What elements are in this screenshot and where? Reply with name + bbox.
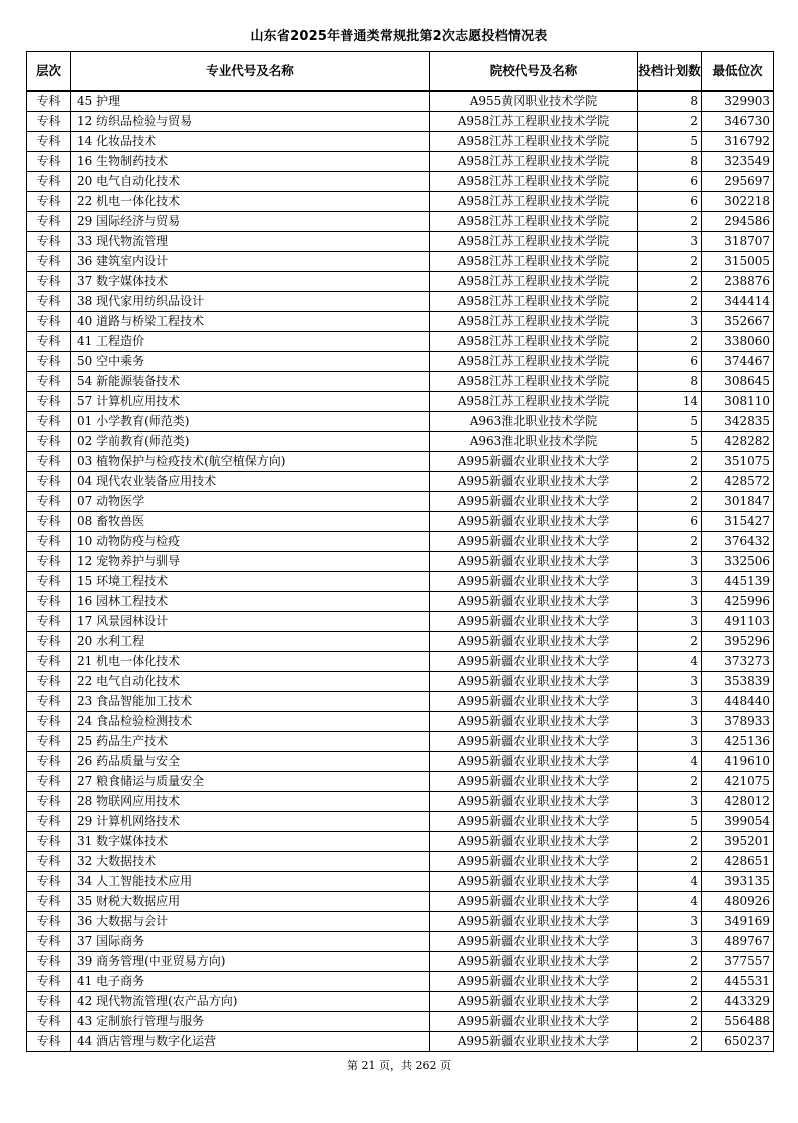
major-cell: 36 大数据与会计: [71, 912, 430, 932]
min-rank-cell: 419610: [702, 752, 774, 772]
plan-count-cell: 4: [638, 872, 702, 892]
level-cell: 专科: [27, 912, 71, 932]
plan-count-cell: 2: [638, 772, 702, 792]
major-cell: 32 大数据技术: [71, 852, 430, 872]
level-cell: 专科: [27, 772, 71, 792]
min-rank-cell: 308645: [702, 372, 774, 392]
plan-count-cell: 5: [638, 812, 702, 832]
major-cell: 03 植物保护与检疫技术(航空植保方向): [71, 452, 430, 472]
plan-count-cell: 3: [638, 592, 702, 612]
table-row: [27, 392, 774, 412]
level-cell: 专科: [27, 1012, 71, 1032]
table-row: [27, 252, 774, 272]
school-cell: A958江苏工程职业技术学院: [430, 112, 638, 132]
min-rank-cell: 428282: [702, 432, 774, 452]
level-cell: 专科: [27, 352, 71, 372]
major-cell: 41 工程造价: [71, 332, 430, 352]
table-row: [27, 232, 774, 252]
level-cell: 专科: [27, 572, 71, 592]
major-cell: 20 水利工程: [71, 632, 430, 652]
table-row: [27, 752, 774, 772]
school-cell: A995新疆农业职业技术大学: [430, 992, 638, 1012]
plan-count-cell: 2: [638, 472, 702, 492]
plan-count-cell: 2: [638, 212, 702, 232]
table-row: [27, 492, 774, 512]
major-cell: 40 道路与桥梁工程技术: [71, 312, 430, 332]
level-cell: 专科: [27, 952, 71, 972]
min-rank-cell: 329903: [702, 91, 774, 112]
min-rank-cell: 344414: [702, 292, 774, 312]
level-cell: 专科: [27, 312, 71, 332]
school-cell: A958江苏工程职业技术学院: [430, 192, 638, 212]
plan-count-cell: 2: [638, 272, 702, 292]
major-cell: 29 计算机网络技术: [71, 812, 430, 832]
level-cell: 专科: [27, 852, 71, 872]
major-cell: 12 宠物养护与驯导: [71, 552, 430, 572]
major-cell: 23 食品智能加工技术: [71, 692, 430, 712]
level-cell: 专科: [27, 292, 71, 312]
level-cell: 专科: [27, 132, 71, 152]
plan-count-cell: 2: [638, 112, 702, 132]
min-rank-cell: 332506: [702, 552, 774, 572]
level-cell: 专科: [27, 892, 71, 912]
plan-count-cell: 14: [638, 392, 702, 412]
min-rank-cell: 556488: [702, 1012, 774, 1032]
table-row: [27, 132, 774, 152]
school-cell: A995新疆农业职业技术大学: [430, 932, 638, 952]
level-cell: 专科: [27, 332, 71, 352]
school-cell: A995新疆农业职业技术大学: [430, 532, 638, 552]
school-cell: A995新疆农业职业技术大学: [430, 512, 638, 532]
major-cell: 37 国际商务: [71, 932, 430, 952]
min-rank-cell: 428012: [702, 792, 774, 812]
plan-count-cell: 2: [638, 452, 702, 472]
table-row: [27, 432, 774, 452]
level-cell: 专科: [27, 492, 71, 512]
table-row: [27, 612, 774, 632]
plan-count-cell: 6: [638, 512, 702, 532]
table-body: [27, 91, 774, 1052]
min-rank-cell: 302218: [702, 192, 774, 212]
min-rank-cell: 238876: [702, 272, 774, 292]
table-row: [27, 912, 774, 932]
school-cell: A995新疆农业职业技术大学: [430, 832, 638, 852]
table-row: [27, 1032, 774, 1052]
school-cell: A995新疆农业职业技术大学: [430, 452, 638, 472]
header-plan-count: 投档计划数: [638, 52, 702, 92]
table-row: [27, 852, 774, 872]
school-cell: A995新疆农业职业技术大学: [430, 752, 638, 772]
min-rank-cell: 315427: [702, 512, 774, 532]
level-cell: 专科: [27, 472, 71, 492]
major-cell: 39 商务管理(中亚贸易方向): [71, 952, 430, 972]
plan-count-cell: 3: [638, 732, 702, 752]
plan-count-cell: 2: [638, 1032, 702, 1052]
level-cell: 专科: [27, 272, 71, 292]
school-cell: A958江苏工程职业技术学院: [430, 332, 638, 352]
major-cell: 20 电气自动化技术: [71, 172, 430, 192]
table-row: [27, 952, 774, 972]
plan-count-cell: 2: [638, 332, 702, 352]
level-cell: 专科: [27, 212, 71, 232]
level-cell: 专科: [27, 91, 71, 112]
plan-count-cell: 4: [638, 652, 702, 672]
school-cell: A995新疆农业职业技术大学: [430, 652, 638, 672]
table-row: [27, 792, 774, 812]
major-cell: 45 护理: [71, 91, 430, 112]
table-row: [27, 992, 774, 1012]
plan-count-cell: 2: [638, 292, 702, 312]
min-rank-cell: 301847: [702, 492, 774, 512]
min-rank-cell: 425996: [702, 592, 774, 612]
table-row: [27, 352, 774, 372]
plan-count-cell: 5: [638, 132, 702, 152]
school-cell: A958江苏工程职业技术学院: [430, 132, 638, 152]
major-cell: 21 机电一体化技术: [71, 652, 430, 672]
school-cell: A995新疆农业职业技术大学: [430, 852, 638, 872]
plan-count-cell: 4: [638, 752, 702, 772]
plan-count-cell: 2: [638, 992, 702, 1012]
school-cell: A995新疆农业职业技术大学: [430, 492, 638, 512]
min-rank-cell: 489767: [702, 932, 774, 952]
min-rank-cell: 428572: [702, 472, 774, 492]
school-cell: A958江苏工程职业技术学院: [430, 272, 638, 292]
level-cell: 专科: [27, 592, 71, 612]
table-row: [27, 472, 774, 492]
level-cell: 专科: [27, 632, 71, 652]
major-cell: 34 人工智能技术应用: [71, 872, 430, 892]
min-rank-cell: 351075: [702, 452, 774, 472]
major-cell: 31 数字媒体技术: [71, 832, 430, 852]
level-cell: 专科: [27, 612, 71, 632]
school-cell: A958江苏工程职业技术学院: [430, 292, 638, 312]
header-school: 院校代号及名称: [430, 52, 638, 92]
major-cell: 24 食品检验检测技术: [71, 712, 430, 732]
plan-count-cell: 3: [638, 552, 702, 572]
school-cell: A995新疆农业职业技术大学: [430, 592, 638, 612]
major-cell: 26 药品质量与安全: [71, 752, 430, 772]
major-cell: 41 电子商务: [71, 972, 430, 992]
plan-count-cell: 3: [638, 932, 702, 952]
table-row: [27, 552, 774, 572]
table-row: [27, 292, 774, 312]
major-cell: 33 现代物流管理: [71, 232, 430, 252]
school-cell: A995新疆农业职业技术大学: [430, 692, 638, 712]
table-row: [27, 452, 774, 472]
plan-count-cell: 3: [638, 672, 702, 692]
major-cell: 07 动物医学: [71, 492, 430, 512]
plan-count-cell: 2: [638, 632, 702, 652]
min-rank-cell: 445531: [702, 972, 774, 992]
min-rank-cell: 491103: [702, 612, 774, 632]
plan-count-cell: 2: [638, 952, 702, 972]
major-cell: 17 风景园林设计: [71, 612, 430, 632]
level-cell: 专科: [27, 692, 71, 712]
page-title: 山东省2025年普通类常规批第2次志愿投档情况表: [250, 29, 548, 44]
level-cell: 专科: [27, 652, 71, 672]
school-cell: A995新疆农业职业技术大学: [430, 912, 638, 932]
table-row: [27, 192, 774, 212]
min-rank-cell: 316792: [702, 132, 774, 152]
level-cell: 专科: [27, 392, 71, 412]
major-cell: 02 学前教育(师范类): [71, 432, 430, 452]
min-rank-cell: 308110: [702, 392, 774, 412]
table-row: [27, 512, 774, 532]
table-row: [27, 212, 774, 232]
plan-count-cell: 8: [638, 91, 702, 112]
major-cell: 42 现代物流管理(农产品方向): [71, 992, 430, 1012]
level-cell: 专科: [27, 432, 71, 452]
level-cell: 专科: [27, 112, 71, 132]
major-cell: 36 建筑室内设计: [71, 252, 430, 272]
min-rank-cell: 374467: [702, 352, 774, 372]
school-cell: A995新疆农业职业技术大学: [430, 612, 638, 632]
header-major: 专业代号及名称: [71, 52, 430, 92]
level-cell: 专科: [27, 372, 71, 392]
school-cell: A955黄冈职业技术学院: [430, 91, 638, 112]
level-cell: 专科: [27, 552, 71, 572]
plan-count-cell: 2: [638, 532, 702, 552]
table-row: [27, 312, 774, 332]
school-cell: A995新疆农业职业技术大学: [430, 972, 638, 992]
min-rank-cell: 425136: [702, 732, 774, 752]
level-cell: 专科: [27, 872, 71, 892]
table-row: [27, 592, 774, 612]
school-cell: A995新疆农业职业技术大学: [430, 892, 638, 912]
table-row: [27, 332, 774, 352]
school-cell: A958江苏工程职业技术学院: [430, 152, 638, 172]
min-rank-cell: 323549: [702, 152, 774, 172]
plan-count-cell: 4: [638, 892, 702, 912]
major-cell: 37 数字媒体技术: [71, 272, 430, 292]
plan-count-cell: 3: [638, 912, 702, 932]
table-row: [27, 272, 774, 292]
school-cell: A995新疆农业职业技术大学: [430, 772, 638, 792]
school-cell: A995新疆农业职业技术大学: [430, 632, 638, 652]
header-min-rank: 最低位次: [702, 52, 774, 92]
school-cell: A995新疆农业职业技术大学: [430, 472, 638, 492]
school-cell: A995新疆农业职业技术大学: [430, 712, 638, 732]
school-cell: A958江苏工程职业技术学院: [430, 392, 638, 412]
table-row: [27, 812, 774, 832]
plan-count-cell: 3: [638, 712, 702, 732]
table-row: [27, 692, 774, 712]
plan-count-cell: 2: [638, 852, 702, 872]
table-row: [27, 632, 774, 652]
table-row: [27, 412, 774, 432]
plan-count-cell: 3: [638, 232, 702, 252]
min-rank-cell: 318707: [702, 232, 774, 252]
table-row: [27, 772, 774, 792]
plan-count-cell: 8: [638, 152, 702, 172]
min-rank-cell: 399054: [702, 812, 774, 832]
min-rank-cell: 349169: [702, 912, 774, 932]
plan-count-cell: 2: [638, 972, 702, 992]
plan-count-cell: 3: [638, 692, 702, 712]
table-row: [27, 932, 774, 952]
major-cell: 28 物联网应用技术: [71, 792, 430, 812]
school-cell: A995新疆农业职业技术大学: [430, 1012, 638, 1032]
level-cell: 专科: [27, 412, 71, 432]
major-cell: 22 机电一体化技术: [71, 192, 430, 212]
min-rank-cell: 315005: [702, 252, 774, 272]
min-rank-cell: 338060: [702, 332, 774, 352]
major-cell: 15 环境工程技术: [71, 572, 430, 592]
table-header-row: [27, 52, 774, 92]
school-cell: A995新疆农业职业技术大学: [430, 792, 638, 812]
plan-count-cell: 5: [638, 412, 702, 432]
table-row: [27, 152, 774, 172]
table-row: [27, 972, 774, 992]
min-rank-cell: 346730: [702, 112, 774, 132]
page-footer: 第 21 页，共 262 页: [347, 1059, 451, 1072]
level-cell: 专科: [27, 172, 71, 192]
table-row: [27, 172, 774, 192]
major-cell: 27 粮食储运与质量安全: [71, 772, 430, 792]
min-rank-cell: 393135: [702, 872, 774, 892]
min-rank-cell: 650237: [702, 1032, 774, 1052]
min-rank-cell: 373273: [702, 652, 774, 672]
major-cell: 38 现代家用纺织品设计: [71, 292, 430, 312]
major-cell: 50 空中乘务: [71, 352, 430, 372]
school-cell: A995新疆农业职业技术大学: [430, 872, 638, 892]
school-cell: A958江苏工程职业技术学院: [430, 172, 638, 192]
level-cell: 专科: [27, 832, 71, 852]
major-cell: 10 动物防疫与检疫: [71, 532, 430, 552]
school-cell: A958江苏工程职业技术学院: [430, 312, 638, 332]
level-cell: 专科: [27, 512, 71, 532]
table-row: [27, 672, 774, 692]
table-row: [27, 112, 774, 132]
plan-count-cell: 3: [638, 312, 702, 332]
min-rank-cell: 295697: [702, 172, 774, 192]
table-row: [27, 532, 774, 552]
min-rank-cell: 352667: [702, 312, 774, 332]
level-cell: 专科: [27, 452, 71, 472]
table-row: [27, 1012, 774, 1032]
plan-count-cell: 2: [638, 1012, 702, 1032]
header-level: 层次: [27, 52, 71, 92]
table-row: [27, 652, 774, 672]
major-cell: 54 新能源装备技术: [71, 372, 430, 392]
major-cell: 14 化妆品技术: [71, 132, 430, 152]
major-cell: 04 现代农业装备应用技术: [71, 472, 430, 492]
school-cell: A995新疆农业职业技术大学: [430, 812, 638, 832]
major-cell: 29 国际经济与贸易: [71, 212, 430, 232]
plan-count-cell: 2: [638, 492, 702, 512]
level-cell: 专科: [27, 812, 71, 832]
min-rank-cell: 376432: [702, 532, 774, 552]
school-cell: A963淮北职业技术学院: [430, 432, 638, 452]
min-rank-cell: 294586: [702, 212, 774, 232]
plan-count-cell: 3: [638, 572, 702, 592]
level-cell: 专科: [27, 972, 71, 992]
school-cell: A995新疆农业职业技术大学: [430, 1032, 638, 1052]
plan-count-cell: 3: [638, 792, 702, 812]
major-cell: 08 畜牧兽医: [71, 512, 430, 532]
min-rank-cell: 428651: [702, 852, 774, 872]
min-rank-cell: 445139: [702, 572, 774, 592]
school-cell: A958江苏工程职业技术学院: [430, 252, 638, 272]
school-cell: A995新疆农业职业技术大学: [430, 672, 638, 692]
level-cell: 专科: [27, 232, 71, 252]
level-cell: 专科: [27, 152, 71, 172]
school-cell: A958江苏工程职业技术学院: [430, 352, 638, 372]
table-row: [27, 832, 774, 852]
admission-table: [26, 51, 774, 1052]
level-cell: 专科: [27, 712, 71, 732]
min-rank-cell: 448440: [702, 692, 774, 712]
table-row: [27, 91, 774, 112]
min-rank-cell: 421075: [702, 772, 774, 792]
school-cell: A995新疆农业职业技术大学: [430, 552, 638, 572]
level-cell: 专科: [27, 192, 71, 212]
level-cell: 专科: [27, 532, 71, 552]
major-cell: 16 生物制药技术: [71, 152, 430, 172]
plan-count-cell: 3: [638, 612, 702, 632]
school-cell: A995新疆农业职业技术大学: [430, 732, 638, 752]
level-cell: 专科: [27, 792, 71, 812]
table-row: [27, 372, 774, 392]
major-cell: 57 计算机应用技术: [71, 392, 430, 412]
plan-count-cell: 8: [638, 372, 702, 392]
level-cell: 专科: [27, 1032, 71, 1052]
major-cell: 12 纺织品检验与贸易: [71, 112, 430, 132]
min-rank-cell: 377557: [702, 952, 774, 972]
major-cell: 35 财税大数据应用: [71, 892, 430, 912]
level-cell: 专科: [27, 732, 71, 752]
level-cell: 专科: [27, 752, 71, 772]
school-cell: A995新疆农业职业技术大学: [430, 572, 638, 592]
min-rank-cell: 378933: [702, 712, 774, 732]
table-row: [27, 892, 774, 912]
min-rank-cell: 480926: [702, 892, 774, 912]
school-cell: A963淮北职业技术学院: [430, 412, 638, 432]
min-rank-cell: 395296: [702, 632, 774, 652]
table-row: [27, 872, 774, 892]
level-cell: 专科: [27, 672, 71, 692]
plan-count-cell: 6: [638, 192, 702, 212]
min-rank-cell: 443329: [702, 992, 774, 1012]
school-cell: A958江苏工程职业技术学院: [430, 232, 638, 252]
min-rank-cell: 342835: [702, 412, 774, 432]
major-cell: 25 药品生产技术: [71, 732, 430, 752]
table-row: [27, 572, 774, 592]
min-rank-cell: 353839: [702, 672, 774, 692]
table-row: [27, 712, 774, 732]
school-cell: A958江苏工程职业技术学院: [430, 372, 638, 392]
plan-count-cell: 6: [638, 352, 702, 372]
major-cell: 43 定制旅行管理与服务: [71, 1012, 430, 1032]
major-cell: 44 酒店管理与数字化运营: [71, 1032, 430, 1052]
major-cell: 22 电气自动化技术: [71, 672, 430, 692]
min-rank-cell: 395201: [702, 832, 774, 852]
plan-count-cell: 6: [638, 172, 702, 192]
level-cell: 专科: [27, 932, 71, 952]
major-cell: 16 园林工程技术: [71, 592, 430, 612]
table-row: [27, 732, 774, 752]
plan-count-cell: 5: [638, 432, 702, 452]
level-cell: 专科: [27, 992, 71, 1012]
school-cell: A995新疆农业职业技术大学: [430, 952, 638, 972]
level-cell: 专科: [27, 252, 71, 272]
plan-count-cell: 2: [638, 252, 702, 272]
plan-count-cell: 2: [638, 832, 702, 852]
major-cell: 01 小学教育(师范类): [71, 412, 430, 432]
school-cell: A958江苏工程职业技术学院: [430, 212, 638, 232]
